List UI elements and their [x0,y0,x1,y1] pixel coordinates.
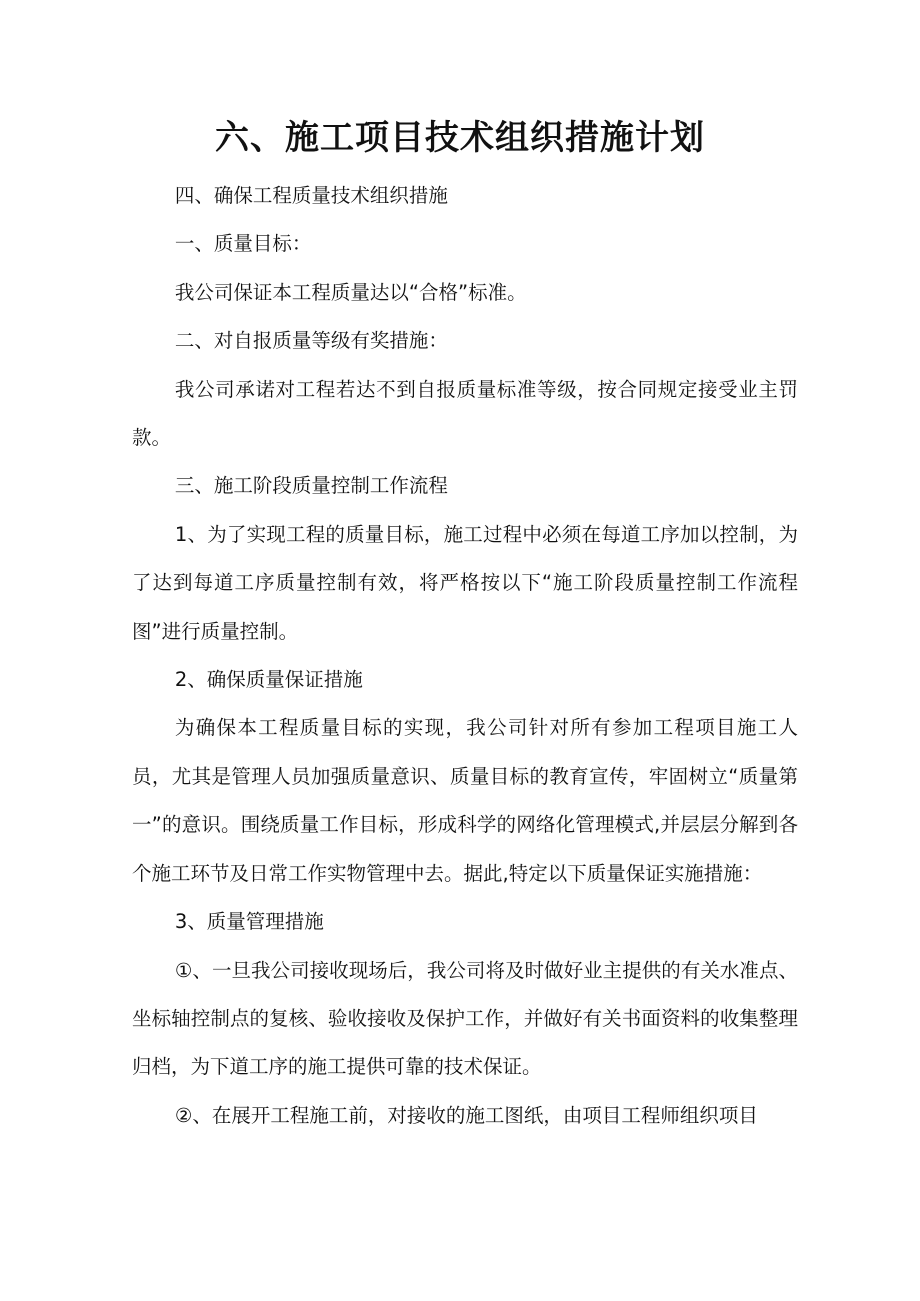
subsection-heading: 3、质量管理措施 [174,910,324,934]
paragraph: 我公司承诺对工程若达不到自报质量标准等级，按合同规定接受业主罚款。 [132,377,798,450]
paragraph: 我公司保证本工程质量达以“合格”标准。 [174,280,527,304]
page-title: 六、施工项目技术组织措施计划 [215,118,705,158]
subsection-heading: 二、对自报质量等级有奖措施： [174,329,448,353]
document-body [132,172,798,1140]
subsection-heading: 三、施工阶段质量控制工作流程 [174,474,448,498]
subsection-heading: 一、质量目标： [174,232,312,256]
section-heading: 四、确保工程质量技术组织措施 [174,184,448,207]
paragraph: ①、一旦我公司接收现场后，我公司将及时做好业主提供的有关水准点、坐标轴控制点的复核、验收接收及保护工作，并做好有关书面资料的收集整理归档，为下道工序的施工提供可靠的技术保证。 [132,958,798,1079]
subsection-heading: 2、确保质量保证措施 [174,668,363,692]
paragraph: 1、为了实现工程的质量目标，施工过程中必须在每道工序加以控制，为了达到每道工序质量控制有效，将严格按以下“施工阶段质量控制工作流程图”进行质量控制。 [132,522,798,643]
paragraph: ②、在展开工程施工前，对接收的施工图纸，由项目工程师组织项目 [174,1103,758,1127]
paragraph: 为确保本工程质量目标的实现，我公司针对所有参加工程项目施工人员，尤其是管理人员加强质量意识、质量目标的教育宣传，牢固树立“质量第一”的意识。围绕质量工作目标，形成科学的网络化管理模式,并层层分解到各个施工环节及日常工作实物管理中去。据此,特定以下质量保证实施措施： [132,716,798,885]
